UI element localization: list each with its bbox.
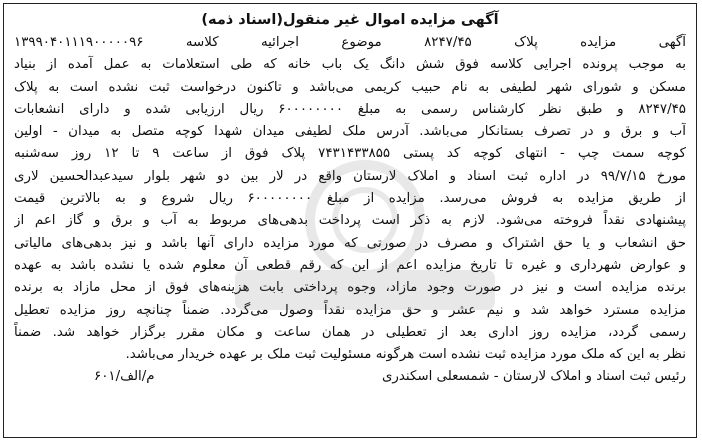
- notice-line-10: حق انشعاب و یا حق اشتراک و مصرف در صورتی که مورد مزایده دارای آنها باشد و نیز بدهی‌های مالیاتی: [14, 235, 686, 251]
- notice-line-5: آب و برق و در تصرف بستانکار می‌باشد. آدرس ملک لطیفی میدان شهدا کوچه متصل به میدان - اولین: [14, 124, 686, 140]
- notice-line-3: مسکن و شورای شهر لطیفی به نام حبیب کریمی می‌باشد و تاکنون درخواست ثبت نشده است به پلاک: [14, 79, 686, 95]
- signature-line: رئیس ثبت اسناد و املاک لارستان - شمسعلی اسکندری: [381, 369, 686, 385]
- notice-line-11: و عوارض شهرداری و غیره تا تاریخ مزایده اعم از این که رقم قطعی آن معلوم شده یا نشده باشد به عهده: [14, 257, 686, 273]
- notice-line-13: مزایده مسترد خواهد شد و نیم عشر و حق مزایده نقداً وصول می‌گردد. ضمناً چنانچه روز مزایده تعطیل: [14, 302, 686, 318]
- notice-footer: [14, 366, 686, 388]
- notice-line-4: ۸۲۴۷/۴۵ و طبق نظر کارشناس رسمی به مبلغ ۶۰۰۰۰۰۰۰۰ ریال ارزیابی شده و دارای انشعابات: [14, 101, 686, 117]
- notice-line-9: پیشنهادی نقداً فروخته می‌شود. لازم به ذکر است پرداخت بدهی‌های مربوط به آب و برق و گاز اعم از: [14, 213, 686, 229]
- notice-line-7: مورخ ۹۹/۷/۱۵ در اداره ثبت اسناد و املاک لارستان واقع در لار بین دو شهر بلوار سیدعبدالحسین لاری: [14, 168, 686, 184]
- notice-title: آگهی مزایده اموال غیر منقول(اسناد ذمه): [201, 12, 499, 28]
- notice-line-12: برنده مزایده است و نیز در صورت وجود مازاد، وجوه پرداختی بابت هزینه‌های فوق از محل مازاد به برنده: [14, 280, 686, 296]
- auction-notice: [3, 3, 697, 438]
- notice-line-14: رسمی گردد، مزایده روز اداری بعد از تعطیلی در همان ساعت و مکان مقرر برگزار خواهد شد. ضمناً: [14, 324, 686, 340]
- notice-line-15: نظر به این که ملک مورد مزایده ثبت نشده است هرگونه مسئولیت ثبت ملک بر عهده خریدار می‌باشد.: [125, 347, 686, 363]
- notice-line-1: آگهی مزایده پلاک ۸۲۴۷/۴۵ موضوع اجرائیه کلاسه ۱۳۹۹۰۴۰۱۱۱۹۰۰۰۰۰۹۶: [14, 35, 686, 50]
- notice-line-2: به موجب پرونده اجرایی کلاسه فوق شش دانگ یک باب خانه که طی استعلامات به عمل آمده از بنیاد: [14, 57, 686, 73]
- notice-line-8: از طریق مزایده به فروش می‌رسد. مزایده از مبلغ ۶۰۰۰۰۰۰۰۰ ریال شروع و به بالاترین قیمت: [14, 191, 686, 207]
- reference-number: م/الف/۶۰۱: [94, 369, 155, 385]
- notice-line-6: کوچه سمت چپ - انتهای کوچه کد پستی ۷۴۳۱۴۳۳۸۵۵ پلاک فوق از ساعت ۹ تا ۱۲ روز سه‌شنبه: [14, 146, 686, 162]
